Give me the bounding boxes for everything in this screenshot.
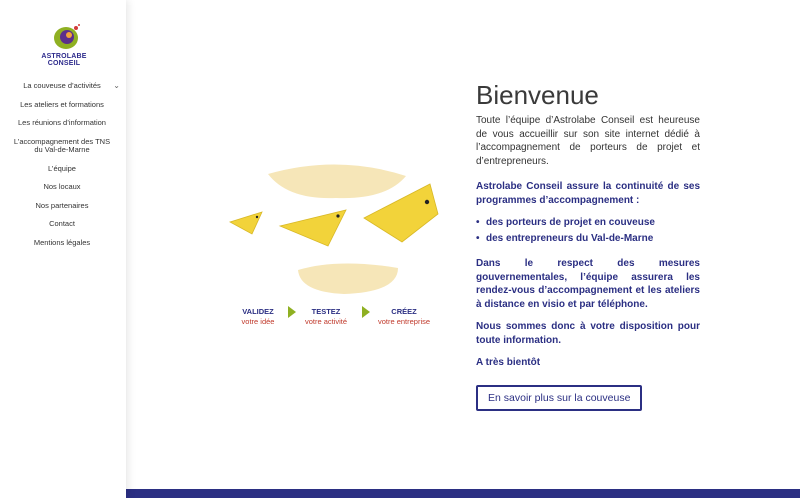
- step-subtitle: votre entreprise: [377, 317, 431, 326]
- step-title: CRÉEZ: [391, 307, 417, 316]
- small-chick: [230, 212, 262, 234]
- sidebar-item-ateliers[interactable]: [10, 101, 114, 110]
- chevron-down-icon[interactable]: ⌄: [113, 81, 120, 90]
- closing-text: A très bientôt: [476, 357, 541, 368]
- sidebar-item-label: La couveuse d’activités: [23, 81, 101, 90]
- logo-text: ASTROLABE CONSEIL: [41, 53, 87, 67]
- sidebar-item-label: Les réunions d’information: [18, 118, 106, 127]
- step-title: VALIDEZ: [242, 307, 274, 316]
- continuity-paragraph: Astrolabe Conseil assure la continuité de ses programmes d’accompagnement :: [476, 181, 700, 206]
- sidebar-item-equipe[interactable]: [10, 165, 114, 174]
- eggshell-bottom: [298, 263, 398, 294]
- chicks-illustration: [226, 162, 448, 332]
- list-item: • des entrepreneurs du Val-de-Marne: [486, 232, 700, 246]
- astrolabe-logo-icon: [52, 22, 82, 52]
- welcome-section: [476, 80, 700, 411]
- step-arrow-icon: [288, 306, 296, 318]
- site-logo[interactable]: [28, 22, 100, 67]
- step-subtitle: votre idée: [241, 317, 275, 326]
- sidebar-item-locaux[interactable]: [10, 183, 114, 192]
- sidebar-item-reunions[interactable]: [10, 119, 114, 128]
- intro-paragraph: Toute l’équipe d’Astrolabe Conseil est heureuse de vous accueillir sur son site internet dédié à l’accompagnement de porteurs de projet et d’entrepreneurs.: [476, 115, 700, 167]
- eggshell-top: [268, 164, 406, 198]
- step-subtitle: votre activité: [304, 317, 348, 326]
- sidebar-item-label: Les ateliers et formations: [20, 99, 104, 109]
- main-nav: [0, 82, 126, 257]
- sidebar-item-label: Nos locaux: [43, 182, 81, 191]
- sidebar-item-label: L’accompagnement des TNS du Val-de-Marne: [13, 136, 111, 154]
- sidebar: [0, 0, 126, 498]
- sidebar-item-couveuse[interactable]: [10, 81, 120, 91]
- sidebar-item-label: Mentions légales: [33, 237, 91, 247]
- step-arrow-icon: [362, 306, 370, 318]
- sidebar-item-mentions-legales[interactable]: [10, 239, 114, 248]
- sidebar-item-contact[interactable]: [10, 220, 114, 229]
- medium-chick: [280, 210, 346, 246]
- page-title: Bienvenue: [476, 80, 599, 110]
- program-list: [476, 216, 700, 245]
- sidebar-item-label: Contact: [49, 219, 75, 228]
- disposition-paragraph: Nous sommes donc à votre disposition pour toute information.: [476, 321, 700, 346]
- sidebar-item-accompagnement-tns[interactable]: [10, 138, 114, 155]
- couveuse-more-button[interactable]: En savoir plus sur la couveuse: [476, 385, 642, 411]
- list-item: • des porteurs de projet en couveuse: [486, 216, 700, 230]
- sidebar-item-label: L’équipe: [48, 163, 76, 173]
- footer-bar: [126, 489, 800, 498]
- sidebar-item-partenaires[interactable]: [10, 202, 114, 211]
- respect-paragraph: Dans le respect des mesures gouvernementales, l’équipe assurera les rendez-vous d’accompagnement et les ateliers à distance en visio et par téléphone.: [476, 258, 700, 310]
- step-title: TESTEZ: [311, 307, 341, 316]
- sidebar-item-label: Nos partenaires: [35, 200, 89, 210]
